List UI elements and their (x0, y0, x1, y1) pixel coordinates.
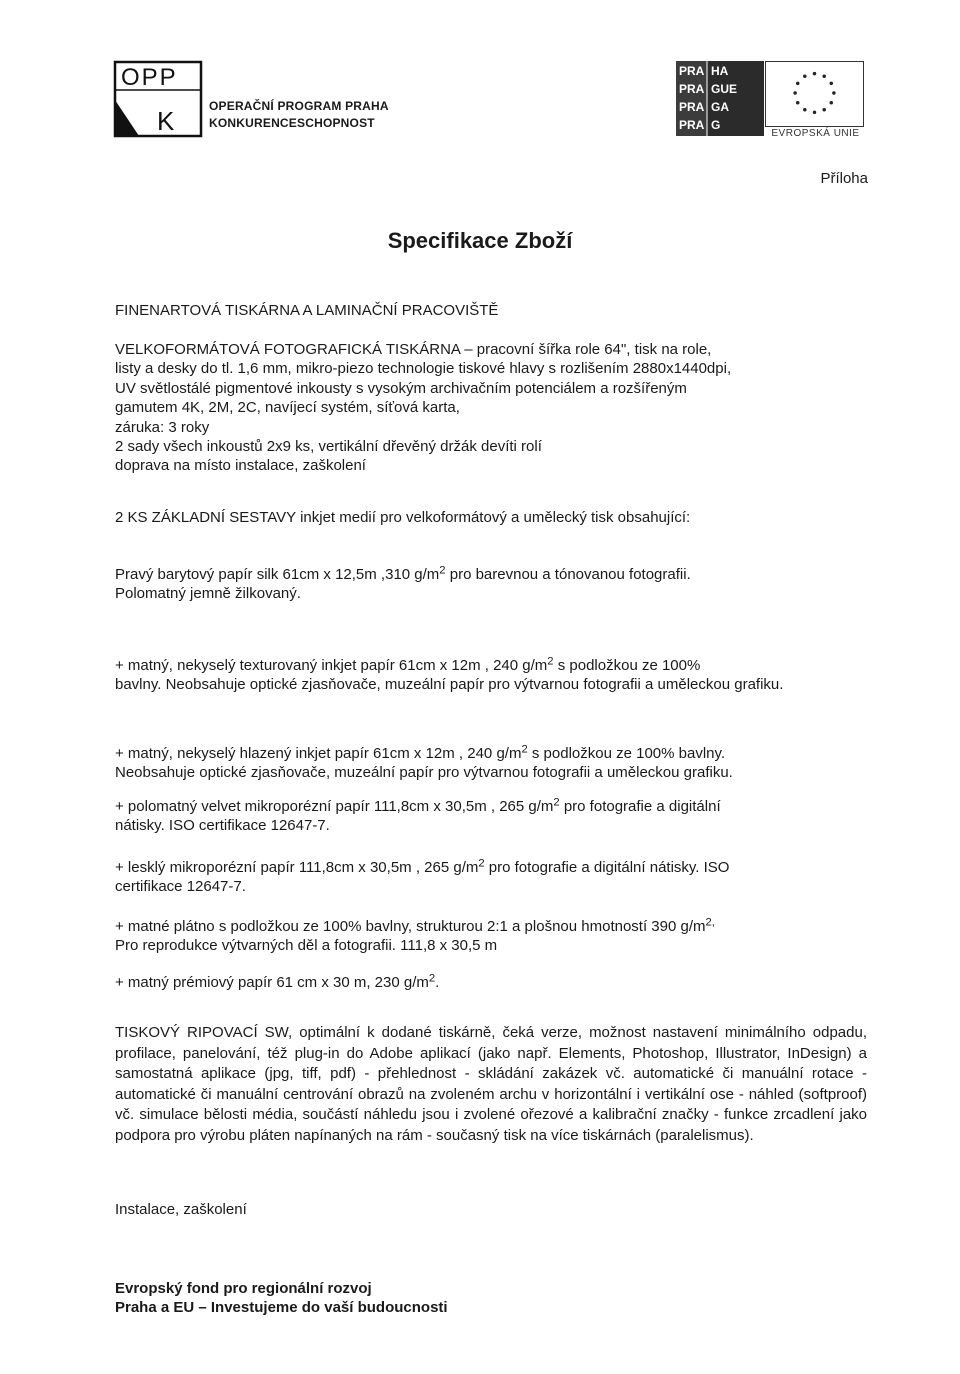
footer (115, 1279, 448, 1317)
media-item: + polomatný velvet mikroporézní papír 111,8cm x 30,5m , 265 $g/m^2$ pro fotografie a digitální nátisky. ISO certifikace 12647-7. (115, 796, 721, 835)
media-item: + matný prémiový papír 61 cm x 30 m, 230 $g/m^2$. (115, 972, 440, 991)
printer-spec (115, 340, 875, 476)
opp-logo-mark (113, 60, 203, 138)
prague-cell: HA (711, 64, 729, 78)
install-line: Instalace, zaškolení (115, 1201, 247, 1218)
footer-line2: Praha a EU – Investujeme do vaší budoucnosti (115, 1299, 448, 1316)
prague-cell: PRA (679, 64, 705, 78)
media-item: + lesklý mikroporézní papír 111,8cm x 30,5m , 265 $g/m^2$ pro fotografie a digitální nátisky. ISO certifikace 12647-7. (115, 857, 730, 896)
software-paragraph: TISKOVÝ RIPOVACÍ SW, optimální k dodané tiskárně, čeká verze, možnost nastavení minimálního odpadu, profilace, panelování, též plug-in do Adobe aplikací (jako např. Elements, Photoshop, Illustrator, InDesign) a samostatná aplikace (jpg, tiff, pdf) - přehlednost - skládání zakázek vč. automatické či manuální rotace - automatické či manuální centrování obrazů na zvoleném archu v horizontální i vertikální ose - náhled (softproof) vč. simulace bělosti média, součástí náhledu jsou i zvolené ořezové a kalibrační značky - funkce zrcadlení jako podpora pro výrobu pláten napínaných na rám - současný tisk na více tiskárnách (paralelismus). (115, 1024, 867, 1144)
opp-logo-line1: OPERAČNÍ PROGRAM PRAHA (209, 99, 389, 113)
prague-logo (676, 61, 764, 136)
opp-mark-bottom: K (157, 106, 175, 136)
media-item: + matný, nekyselý texturovaný inkjet papír 61cm x 12m , 240 $g/m^2$ s podložkou ze 100% bavlny. Neobsahuje optické zjasňovače, muzeální papír pro výtvarnou fotografii a uměleckou grafiku. (115, 655, 784, 694)
media-item: Pravý barytový papír silk 61cm x 12,5m ,310 $g/m^2$ pro barevnou a tónovanou fotografii. Polomatný jemně žilkovaný. (115, 564, 691, 603)
eu-stars-icon (765, 61, 864, 127)
prague-cell: PRA (679, 100, 705, 114)
prague-cell: PRA (679, 82, 705, 96)
spec-line: VELKOFORMÁTOVÁ FOTOGRAFICKÁ TISKÁRNA – pracovní šířka role 64", tisk na role, (115, 341, 712, 358)
media-item: + matné plátno s podložkou ze 100% bavlny, strukturou 2:1 a plošnou hmotností 390 $g/m^{2,}$ Pro reprodukce výtvarných děl a fotografii. 111,8 x 30,5 m (115, 916, 715, 955)
spec-line: 2 sady všech inkoustů 2x9 ks, vertikální dřevěný držák devíti rolí (115, 438, 542, 456)
prague-cell: GUE (711, 82, 738, 96)
section-heading: FINENARTOVÁ TISKÁRNA A LAMINAČNÍ PRACOVIŠTĚ (115, 302, 499, 319)
spec-line: záruka: 3 roky (115, 418, 210, 436)
opp-mark-top: OPP (121, 64, 178, 91)
opp-logo (113, 60, 433, 140)
prague-cell: GA (711, 100, 729, 114)
media-item: + matný, nekyselý hlazený inkjet papír 61cm x 12m , 240 $g/m^2$ s podložkou ze 100% bavlny. Neobsahuje optické zjasňovače, muzeální papír pro výtvarnou fotografii a uměleckou grafiku. (115, 743, 733, 782)
spec-line: doprava na místo instalace, zaškolení (115, 457, 366, 475)
spec-line: gamutem 4K, 2M, 2C, navíjecí systém, síťová karta, (115, 399, 460, 417)
opp-logo-text (209, 98, 389, 132)
spec-line: UV světlostálé pigmentové inkousty s vysokým archivačním potenciálem a rozšířeným (115, 379, 687, 397)
document-title: Specifikace Zboží (387, 228, 573, 253)
eu-logo-label: EVROPSKÁ UNIE (771, 128, 860, 139)
eu-logo (765, 61, 866, 141)
sets-heading: 2 KS ZÁKLADNÍ SESTAVY inkjet medií pro velkoformátový a umělecký tisk obsahující: (115, 509, 691, 526)
prague-cell: G (711, 118, 721, 132)
attachment-label: Příloha (820, 170, 868, 187)
footer-line1: Evropský fond pro regionální rozvoj (115, 1280, 372, 1297)
spec-line: listy a desky do tl. 1,6 mm, mikro-piezo technologie tiskové hlavy s rozlišením 2880x1440dpi, (115, 360, 732, 378)
opp-logo-line2: KONKURENCESCHOPNOST (209, 116, 375, 130)
prague-cell: PRA (679, 118, 705, 132)
